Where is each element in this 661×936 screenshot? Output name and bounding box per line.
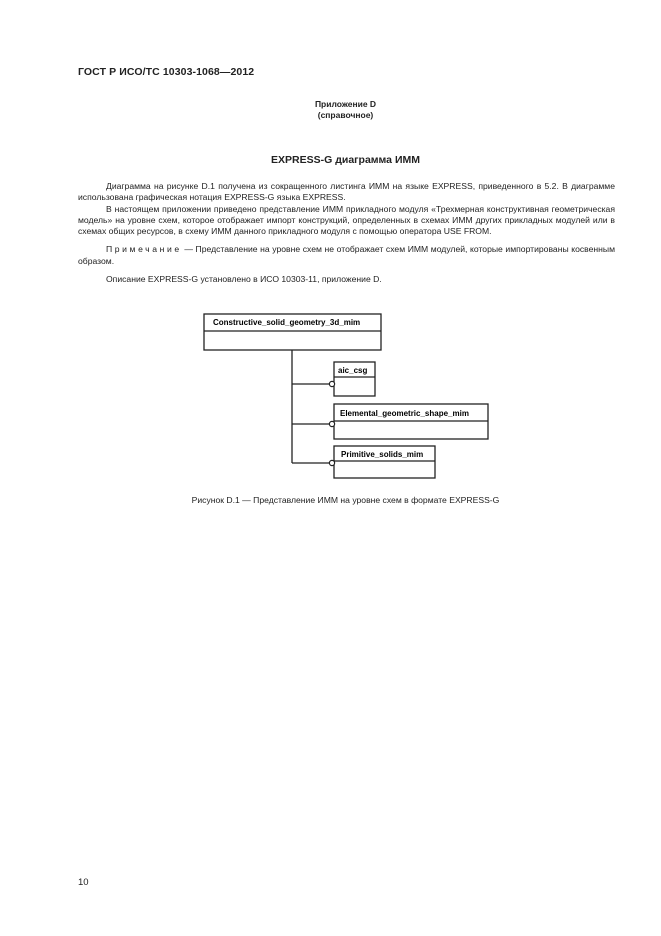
schema-box-aic-csg bbox=[329, 362, 375, 396]
paragraph-3: Описание EXPRESS-G установлено в ИСО 10303-11, приложение D. bbox=[106, 274, 382, 285]
schema-label-aic-csg: aic_csg bbox=[338, 366, 368, 375]
appendix-subtitle: (справочное) bbox=[317, 110, 374, 120]
connector-circle-icon bbox=[329, 381, 334, 386]
main-schema-box bbox=[204, 314, 381, 350]
connector-circle-icon bbox=[329, 460, 334, 465]
schema-label-elemental-geometric-shape: Elemental_geometric_shape_mim bbox=[340, 409, 469, 418]
figure-caption: Рисунок D.1 — Представление ИММ на уровне схем в формате EXPRESS-G bbox=[191, 495, 500, 505]
main-schema-label: Constructive_solid_geometry_3d_mim bbox=[213, 318, 361, 327]
schema-box-primitive-solids bbox=[329, 446, 435, 478]
note-text: — Представление на уровне схем не отображает схем ИММ модулей, которые импортированы косвенным образом. bbox=[78, 244, 615, 266]
standard-header: ГОСТ Р ИСО/ТС 10303-1068—2012 bbox=[78, 66, 255, 78]
paragraph-2: В настоящем приложении приведено представление ИММ прикладного модуля «Трехмерная конструктивная геометрическая модель» на уровне схем, которое отображает импорт конструкций, определенных в схемах ИММ других прикладных модулей или в схемах общих ресурсов, в схему ИММ данного прикладного модуля с помощью оператора USE FROM. bbox=[78, 203, 615, 237]
schema-box-elemental-geometric-shape bbox=[329, 404, 488, 439]
page-number: 10 bbox=[78, 877, 89, 888]
connector-lines bbox=[292, 350, 330, 463]
connector-circle-icon bbox=[329, 421, 334, 426]
paragraph-1: Диаграмма на рисунке D.1 получена из сокращенного листинга ИММ на языке EXPRESS, приведенного в 5.2. В диаграмме использована графическая нотация EXPRESS-G языка EXPRESS. bbox=[78, 181, 615, 203]
schema-label-primitive-solids: Primitive_solids_mim bbox=[341, 450, 424, 459]
note-label: Примечание bbox=[106, 244, 182, 255]
appendix-title: Приложение D bbox=[314, 99, 377, 109]
section-title: EXPRESS-G диаграмма ИММ bbox=[271, 154, 420, 166]
